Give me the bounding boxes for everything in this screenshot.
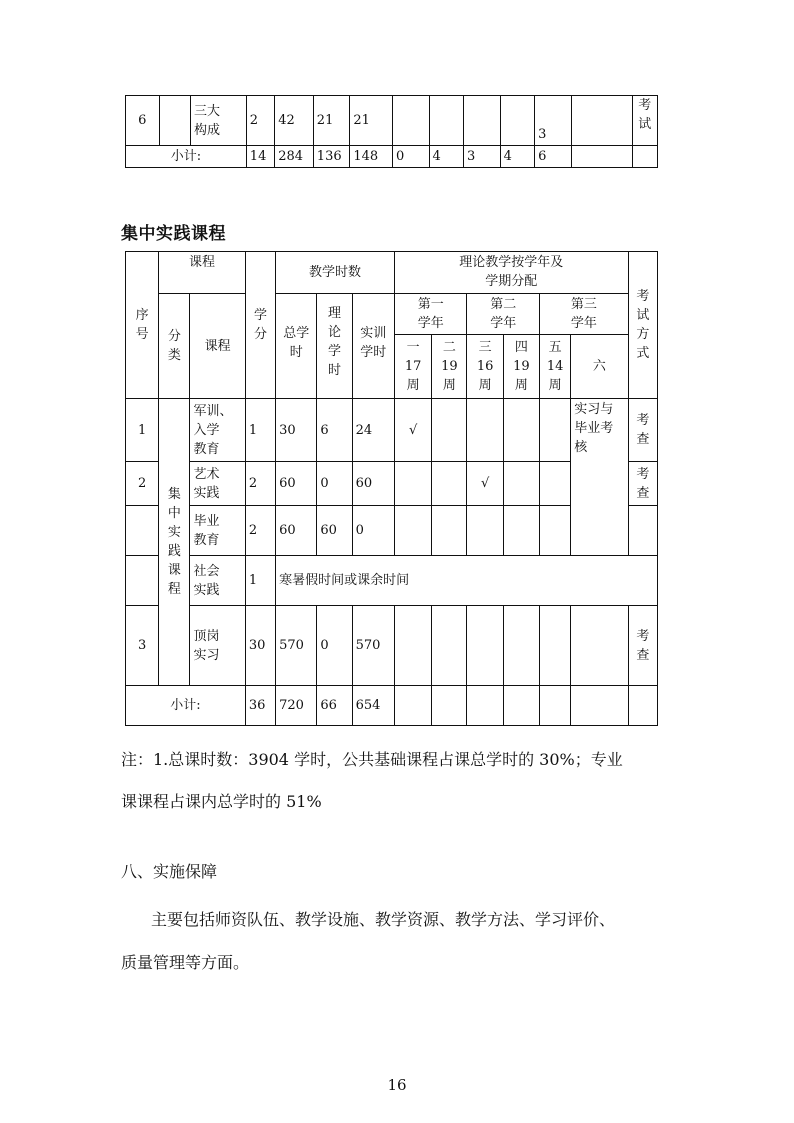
course-cell: 顶岗 实习 <box>190 606 245 686</box>
subtotal-term: 3 <box>464 146 501 168</box>
practice-hours-cell: 24 <box>352 399 394 462</box>
term-cell: 3 <box>535 96 572 146</box>
term6-note: 实习与 毕业考 核 <box>571 399 628 556</box>
exam-method-cell <box>628 686 657 726</box>
social-practice-note: 寒暑假时间或课余时间 <box>276 556 658 606</box>
term-cell <box>432 686 467 726</box>
table-row <box>126 556 658 606</box>
term-cell <box>503 399 539 462</box>
section-title: 集中实践课程 <box>121 224 226 244</box>
exam-method-cell: 考 查 <box>628 606 657 686</box>
subtotal-total: 720 <box>276 686 317 726</box>
subtotal-label: 小计: <box>126 146 247 168</box>
credit-header: 学 分 <box>245 252 275 399</box>
term-cell <box>432 506 467 556</box>
term-cell <box>432 462 467 506</box>
subtotal-practice: 148 <box>350 146 393 168</box>
subtotal-total: 284 <box>275 146 314 168</box>
note-line-2: 课课程占课内总学时的 51% <box>121 792 322 811</box>
term-cell <box>540 686 571 726</box>
term-cell <box>503 686 539 726</box>
note-line-1: 注：1.总课时数：3904 学时，公共基础课程占课总学时的 30%；专业 <box>121 750 623 769</box>
subtotal-theory: 66 <box>317 686 352 726</box>
term-cell <box>394 606 431 686</box>
total-hours-cell: 60 <box>276 506 317 556</box>
table-row <box>126 399 658 462</box>
seq-cell <box>126 556 159 606</box>
term-cell <box>503 462 539 506</box>
distribution-header: 理论教学按学年及 学期分配 <box>394 252 628 294</box>
seq-cell: 6 <box>126 96 160 146</box>
course-cell: 三大 构成 <box>190 96 246 146</box>
course-cell: 毕业 教育 <box>190 506 245 556</box>
total-hours-cell: 60 <box>276 462 317 506</box>
term-cell <box>467 399 503 462</box>
credit-cell: 30 <box>245 606 275 686</box>
term-cell <box>467 606 503 686</box>
subtotal-credit: 14 <box>246 146 274 168</box>
total-hours-header: 总学 时 <box>276 294 317 399</box>
subtotal-term: 4 <box>500 146 535 168</box>
page-number: 16 <box>387 1076 407 1094</box>
category-header: 分 类 <box>159 294 190 399</box>
total-hours-cell: 30 <box>276 399 317 462</box>
table-row <box>126 146 658 168</box>
seq-cell: 2 <box>126 462 159 506</box>
term-cell <box>503 506 539 556</box>
total-hours-cell: 42 <box>275 96 314 146</box>
subtotal-term: 0 <box>392 146 429 168</box>
seq-cell: 1 <box>126 399 159 462</box>
exam-method-header: 考 试 方 式 <box>628 252 657 399</box>
term-cell <box>500 96 535 146</box>
seq-cell: 3 <box>126 606 159 686</box>
term-cell <box>571 686 628 726</box>
seq-cell <box>126 506 159 556</box>
theory-hours-cell: 0 <box>317 606 352 686</box>
course-group-header: 课程 <box>159 252 246 294</box>
seq-header: 序 号 <box>126 252 159 399</box>
term-cell <box>540 399 571 462</box>
term-cell <box>467 686 503 726</box>
table-row <box>126 96 658 146</box>
theory-hours-cell: 21 <box>313 96 350 146</box>
credit-cell: 1 <box>245 556 275 606</box>
term-cell <box>464 96 501 146</box>
table-row <box>126 606 658 686</box>
exam-method-cell <box>628 506 657 556</box>
subtotal-term: 4 <box>429 146 464 168</box>
subtotal-theory: 136 <box>313 146 350 168</box>
exam-method-cell: 考 查 <box>628 462 657 506</box>
practice-hours-cell: 60 <box>352 462 394 506</box>
course-cell: 艺术 实践 <box>190 462 245 506</box>
credit-cell: 1 <box>245 399 275 462</box>
term3-header: 三 16 周 <box>467 335 503 399</box>
theory-hours-cell: 6 <box>317 399 352 462</box>
paragraph-line-1: 主要包括师资队伍、教学设施、教学资源、教学方法、学习评价、 <box>151 910 616 929</box>
header-row <box>126 252 658 294</box>
theory-hours-cell: 0 <box>317 462 352 506</box>
course-cell: 社会 实践 <box>190 556 245 606</box>
term4-header: 四 19 周 <box>503 335 539 399</box>
subtotal-term: 6 <box>535 146 572 168</box>
credit-cell: 2 <box>245 506 275 556</box>
theory-hours-cell: 60 <box>317 506 352 556</box>
term-cell <box>394 506 431 556</box>
course-header: 课程 <box>190 294 245 399</box>
credit-cell: 2 <box>245 462 275 506</box>
term-cell <box>540 462 571 506</box>
term5-header: 五 14 周 <box>540 335 571 399</box>
header-row <box>126 294 658 335</box>
subtotal-row <box>126 686 658 726</box>
term2-header: 二 19 周 <box>432 335 467 399</box>
term-cell <box>432 399 467 462</box>
practice-course-table <box>125 251 658 726</box>
term1-header: 一 17 周 <box>394 335 431 399</box>
theory-hours-header: 理 论 学 时 <box>317 294 352 399</box>
term-cell <box>394 462 431 506</box>
course-table-continuation <box>125 95 658 168</box>
check-mark: √ <box>394 399 431 462</box>
term6-header: 六 <box>571 335 628 399</box>
section-heading: 八、实施保障 <box>121 862 218 881</box>
year2-header: 第二 学年 <box>467 294 540 335</box>
term-cell <box>432 606 467 686</box>
exam-method-cell: 考 查 <box>628 399 657 462</box>
term-cell <box>571 96 632 146</box>
course-cell: 军训、 入学 教育 <box>190 399 245 462</box>
term-cell <box>571 606 628 686</box>
term-cell <box>503 606 539 686</box>
practice-hours-cell: 21 <box>350 96 393 146</box>
category-cell <box>159 96 190 146</box>
subtotal-term <box>632 146 657 168</box>
term-cell <box>467 506 503 556</box>
practice-hours-header: 实训 学时 <box>352 294 394 399</box>
subtotal-term <box>571 146 632 168</box>
subtotal-credit: 36 <box>245 686 275 726</box>
term-cell <box>392 96 429 146</box>
term-cell <box>394 686 431 726</box>
year1-header: 第一 学年 <box>394 294 467 335</box>
credit-cell: 2 <box>246 96 274 146</box>
term-cell <box>540 506 571 556</box>
subtotal-practice: 654 <box>352 686 394 726</box>
year3-header: 第三 学年 <box>540 294 629 335</box>
paragraph-line-2: 质量管理等方面。 <box>121 953 250 972</box>
term-cell <box>540 606 571 686</box>
total-hours-cell: 570 <box>276 606 317 686</box>
term-cell <box>429 96 464 146</box>
hours-group-header: 教学时数 <box>276 252 395 294</box>
check-mark: √ <box>467 462 503 506</box>
practice-hours-cell: 570 <box>352 606 394 686</box>
exam-method-cell: 考 试 <box>632 96 657 146</box>
category-cell: 集 中 实 践 课 程 <box>159 399 190 686</box>
practice-hours-cell: 0 <box>352 506 394 556</box>
subtotal-label: 小计: <box>126 686 246 726</box>
